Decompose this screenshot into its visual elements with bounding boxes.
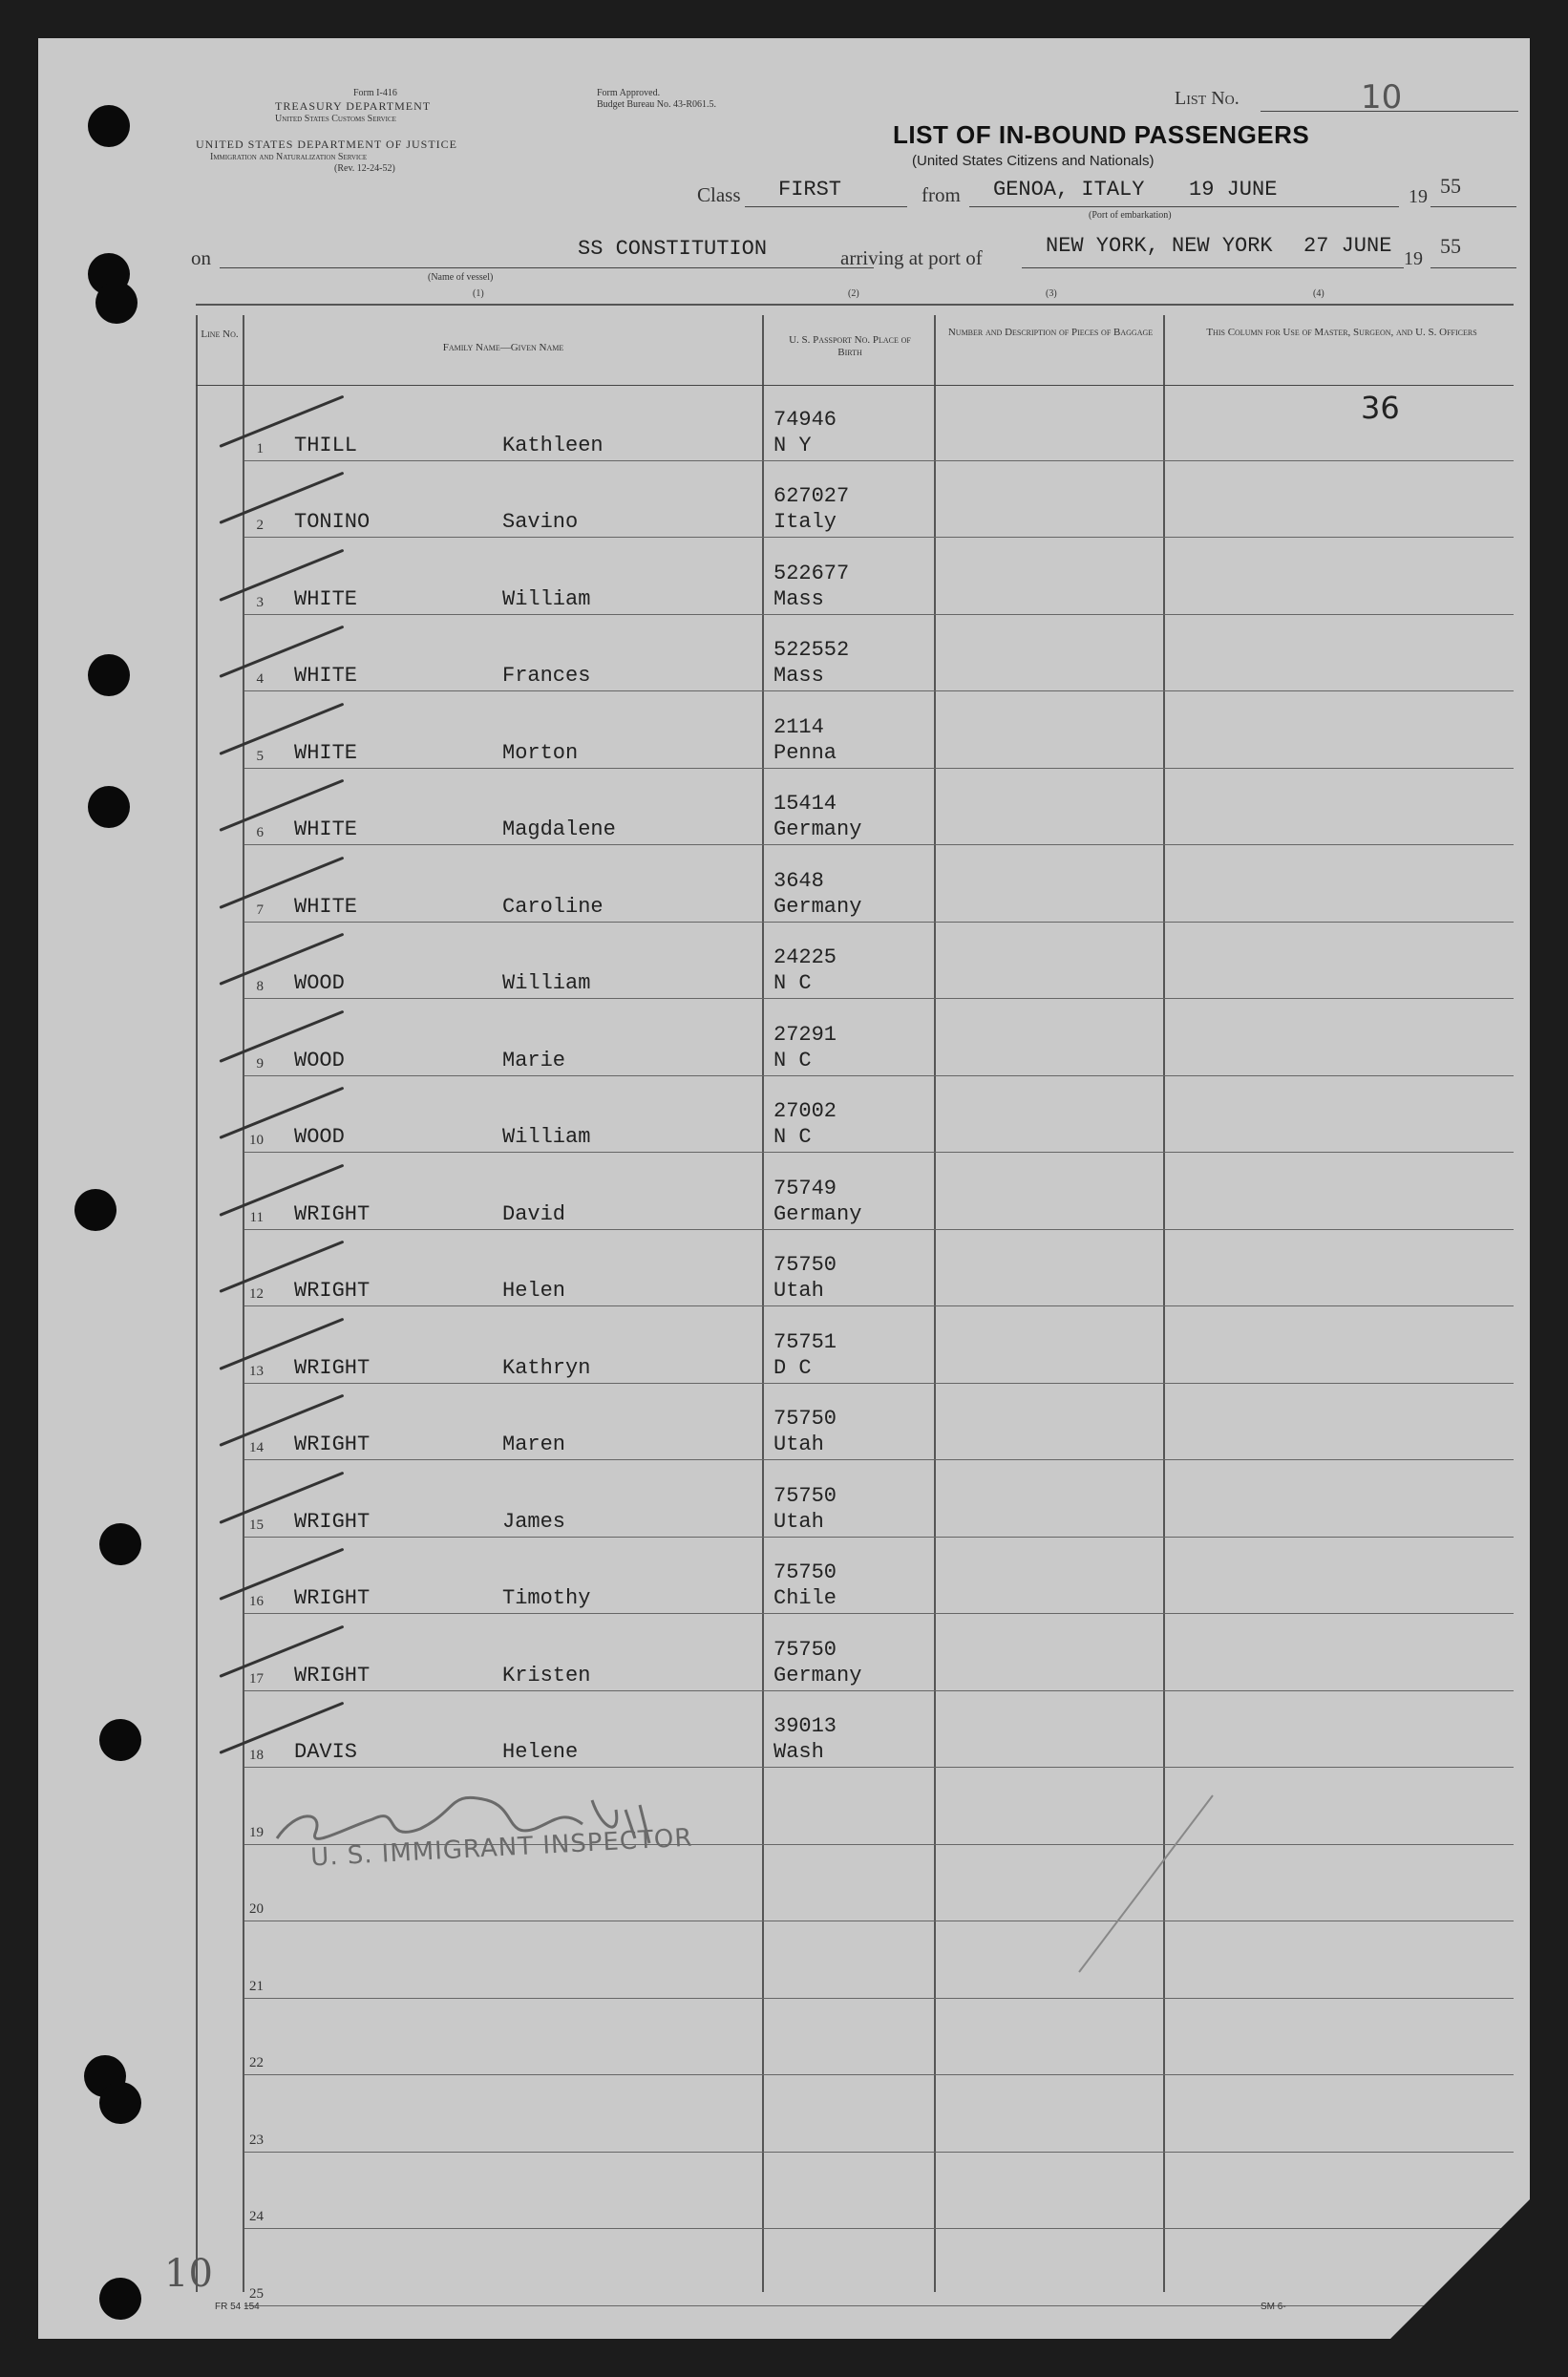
folded-corner <box>1388 2197 1532 2341</box>
year-prefix: 19 <box>1409 186 1428 207</box>
row-rule <box>244 2074 1514 2075</box>
line-number: 16 <box>249 1594 264 1609</box>
col-rule-line-no <box>243 315 244 2292</box>
line-number: 20 <box>249 1901 264 1917</box>
line-number: 3 <box>256 594 264 610</box>
place-of-birth: Germany <box>773 817 862 841</box>
arrival-line <box>1022 267 1404 268</box>
place-of-birth: N Y <box>773 433 812 457</box>
col-rule-name <box>762 315 764 2292</box>
given-name: Morton <box>502 740 579 765</box>
arriving-label: arriving at port of <box>840 246 983 269</box>
col-header-name: Family Name—Given Name <box>442 342 564 353</box>
place-of-birth: Germany <box>773 894 862 919</box>
line-number: 4 <box>256 671 264 687</box>
passport-number: 522552 <box>773 638 850 662</box>
year-line <box>1430 206 1516 207</box>
place-of-birth: Utah <box>773 1509 824 1534</box>
family-name: WHITE <box>294 894 358 919</box>
place-of-birth: D C <box>773 1355 812 1380</box>
line-number: 8 <box>256 979 264 994</box>
col-marker-3: (3) <box>1046 288 1057 299</box>
place-of-birth: N C <box>773 1125 812 1149</box>
class-line <box>745 206 907 207</box>
row-rule <box>244 537 1514 538</box>
line-number: 6 <box>256 825 264 840</box>
form-number: Form I-416 <box>353 88 397 98</box>
list-no-value: 10 <box>1361 78 1403 117</box>
given-name: Savino <box>502 510 579 534</box>
family-name: WRIGHT <box>294 1355 371 1380</box>
given-name: William <box>502 1125 591 1149</box>
passport-number: 75750 <box>773 1407 837 1431</box>
passport-number: 2114 <box>773 714 824 739</box>
line-number: 17 <box>249 1670 264 1687</box>
row-rule <box>244 614 1514 615</box>
row-rule <box>244 460 1514 461</box>
passport-number: 39013 <box>773 1714 837 1738</box>
given-name: David <box>502 1201 566 1226</box>
family-name: WRIGHT <box>294 1663 371 1687</box>
given-name: Kristen <box>502 1663 591 1687</box>
ins-service: Immigration and Naturalization Service <box>210 152 368 162</box>
line-number: 23 <box>249 2132 264 2148</box>
line-number: 10 <box>249 1133 264 1148</box>
family-name: WHITE <box>294 664 358 688</box>
row-rule <box>244 2152 1514 2153</box>
passport-number: 75750 <box>773 1483 837 1508</box>
punch-hole <box>88 105 130 147</box>
punch-hole <box>99 1719 141 1761</box>
passport-number: 75749 <box>773 1176 837 1200</box>
place-of-birth: Utah <box>773 1433 824 1456</box>
stray-pen-mark <box>1070 1791 1222 1982</box>
punch-hole <box>88 654 130 696</box>
passport-number: 522677 <box>773 561 850 585</box>
given-name: Magdalene <box>502 817 616 841</box>
passport-number: 627027 <box>773 484 850 508</box>
col-header-line: Line No. <box>201 329 239 340</box>
manifest-page <box>38 38 1530 2339</box>
year-value: 55 <box>1440 174 1461 198</box>
passport-number: 27002 <box>773 1099 837 1123</box>
family-name: WRIGHT <box>294 1509 371 1534</box>
table-left-rule <box>196 315 198 2292</box>
line-number: 2 <box>256 518 264 533</box>
line-number: 18 <box>249 1748 264 1763</box>
place-of-birth: Penna <box>773 740 837 765</box>
given-name: Maren <box>502 1433 566 1456</box>
family-name: WHITE <box>294 586 358 611</box>
row-rule <box>244 1537 1514 1538</box>
line-number: 13 <box>249 1363 264 1379</box>
class-value: FIRST <box>778 178 842 202</box>
punch-hole <box>99 2278 141 2320</box>
place-of-birth: Germany <box>773 1663 862 1687</box>
given-name: Helen <box>502 1279 566 1303</box>
inspector-stamp: U. S. IMMIGRANT INSPECTOR <box>309 1823 694 1873</box>
col-marker-1: (1) <box>473 288 484 299</box>
line-number: 12 <box>249 1286 264 1302</box>
from-line <box>969 206 1399 207</box>
punch-hole <box>99 1523 141 1565</box>
family-name: DAVIS <box>294 1740 358 1764</box>
vessel-name: SS CONSTITUTION <box>578 237 768 261</box>
dept-name: TREASURY DEPARTMENT <box>275 99 432 113</box>
family-name: WOOD <box>294 971 345 995</box>
row-rule <box>244 922 1514 923</box>
line-number: 7 <box>256 902 264 918</box>
place-of-birth: N C <box>773 1048 812 1072</box>
given-name: Kathleen <box>502 433 604 457</box>
line-number: 21 <box>249 1978 264 1994</box>
from-label: from <box>922 183 961 206</box>
line-number: 9 <box>256 1055 264 1072</box>
row-rule <box>244 1152 1514 1153</box>
given-name: Kathryn <box>502 1355 591 1380</box>
passport-number: 3648 <box>773 868 824 893</box>
passport-number: 24225 <box>773 945 837 969</box>
place-of-birth: Germany <box>773 1201 862 1226</box>
line-number: 19 <box>249 1824 264 1840</box>
place-of-birth: N C <box>773 971 812 995</box>
family-name: WOOD <box>294 1125 345 1149</box>
col-header-officers: This Column for Use of Master, Surgeon, and U. S. Officers <box>1206 327 1477 338</box>
footer-left: FR 54 154 <box>215 2302 260 2312</box>
table-top-rule <box>196 304 1514 306</box>
year-prefix-2: 19 <box>1404 248 1423 269</box>
col-rule-passport <box>934 315 936 2292</box>
passport-number: 75750 <box>773 1637 837 1662</box>
row-rule <box>244 1998 1514 1999</box>
passport-number: 75750 <box>773 1253 837 1277</box>
line-number: 22 <box>249 2055 264 2070</box>
year-value-2: 55 <box>1440 234 1461 258</box>
row-rule <box>244 2228 1514 2229</box>
port-embark-label: (Port of embarkation) <box>1089 210 1172 221</box>
family-name: WRIGHT <box>294 1201 371 1226</box>
given-name: James <box>502 1509 566 1534</box>
punch-hole <box>95 282 138 324</box>
family-name: TONINO <box>294 510 371 534</box>
family-name: WRIGHT <box>294 1279 371 1303</box>
family-name: THILL <box>294 433 358 457</box>
row-rule <box>244 844 1514 845</box>
passport-number: 27291 <box>773 1022 837 1047</box>
col-rule-baggage <box>1163 315 1165 2292</box>
place-of-birth: Mass <box>773 664 824 688</box>
line-number: 14 <box>249 1440 264 1455</box>
year-line-2 <box>1430 267 1516 268</box>
line-number: 5 <box>256 748 264 764</box>
passport-number: 75751 <box>773 1329 837 1354</box>
given-name: Caroline <box>502 894 604 919</box>
punch-hole <box>74 1189 117 1231</box>
class-label: Class <box>697 183 741 206</box>
passport-number: 74946 <box>773 407 837 432</box>
revision: (Rev. 12-24-52) <box>334 163 395 174</box>
row-rule <box>244 1613 1514 1614</box>
line-number: 25 <box>249 2285 264 2302</box>
given-name: William <box>502 586 591 611</box>
page-title: LIST OF IN-BOUND PASSENGERS <box>893 120 1310 149</box>
row-rule <box>244 768 1514 769</box>
given-name: Marie <box>502 1048 566 1072</box>
col-header-passport: U. S. Passport No. Place of Birth <box>789 334 911 358</box>
given-name: Timothy <box>502 1586 591 1610</box>
row-rule <box>244 2305 1514 2306</box>
officer-note: 36 <box>1361 390 1400 426</box>
arrival-date: 27 JUNE <box>1303 234 1392 258</box>
line-number: 24 <box>249 2209 264 2224</box>
given-name: William <box>502 971 591 995</box>
family-name: WRIGHT <box>294 1586 371 1610</box>
justice-dept: UNITED STATES DEPARTMENT OF JUSTICE <box>196 138 458 151</box>
place-of-birth: Chile <box>773 1586 837 1610</box>
place-of-birth: Utah <box>773 1279 824 1303</box>
place-of-birth: Italy <box>773 510 837 534</box>
family-name: WHITE <box>294 817 358 841</box>
passport-number: 15414 <box>773 792 837 816</box>
list-no-label: List No. <box>1175 88 1240 109</box>
form-approved: Form Approved. <box>597 88 661 98</box>
place-of-birth: Mass <box>773 586 824 611</box>
footer-right: SM 6- <box>1261 2302 1286 2312</box>
family-name: WHITE <box>294 740 358 765</box>
customs-service: United States Customs Service <box>275 114 396 124</box>
line-number: 15 <box>249 1517 264 1533</box>
row-rule <box>244 690 1514 691</box>
col-marker-4: (4) <box>1313 288 1324 299</box>
row-rule <box>244 1690 1514 1691</box>
col-marker-2: (2) <box>848 288 859 299</box>
row-rule <box>244 1305 1514 1306</box>
page-subtitle: (United States Citizens and Nationals) <box>912 153 1155 169</box>
arrival-port: NEW YORK, NEW YORK <box>1046 234 1273 258</box>
family-name: WRIGHT <box>294 1433 371 1456</box>
header-bottom-rule <box>196 385 1514 386</box>
punch-hole <box>88 786 130 828</box>
family-name: WOOD <box>294 1048 345 1072</box>
from-date: 19 JUNE <box>1189 178 1278 202</box>
row-rule <box>244 1229 1514 1230</box>
given-name: Frances <box>502 664 591 688</box>
margin-number: 10 <box>164 2252 213 2296</box>
row-rule <box>244 998 1514 999</box>
col-header-baggage: Number and Description of Pieces of Baggage <box>947 327 1154 338</box>
on-label: on <box>191 246 211 269</box>
line-number: 1 <box>256 440 264 456</box>
budget-bureau: Budget Bureau No. 43-R061.5. <box>597 99 716 110</box>
punch-hole <box>99 2082 141 2124</box>
place-of-birth: Wash <box>773 1740 824 1764</box>
from-value: GENOA, ITALY <box>993 178 1145 202</box>
row-rule <box>244 1459 1514 1460</box>
passport-number: 75750 <box>773 1560 837 1584</box>
line-number: 11 <box>249 1209 264 1225</box>
row-rule <box>244 1075 1514 1076</box>
given-name: Helene <box>502 1740 579 1764</box>
row-rule <box>244 1383 1514 1384</box>
vessel-line <box>220 267 874 268</box>
vessel-caption: (Name of vessel) <box>428 272 494 283</box>
